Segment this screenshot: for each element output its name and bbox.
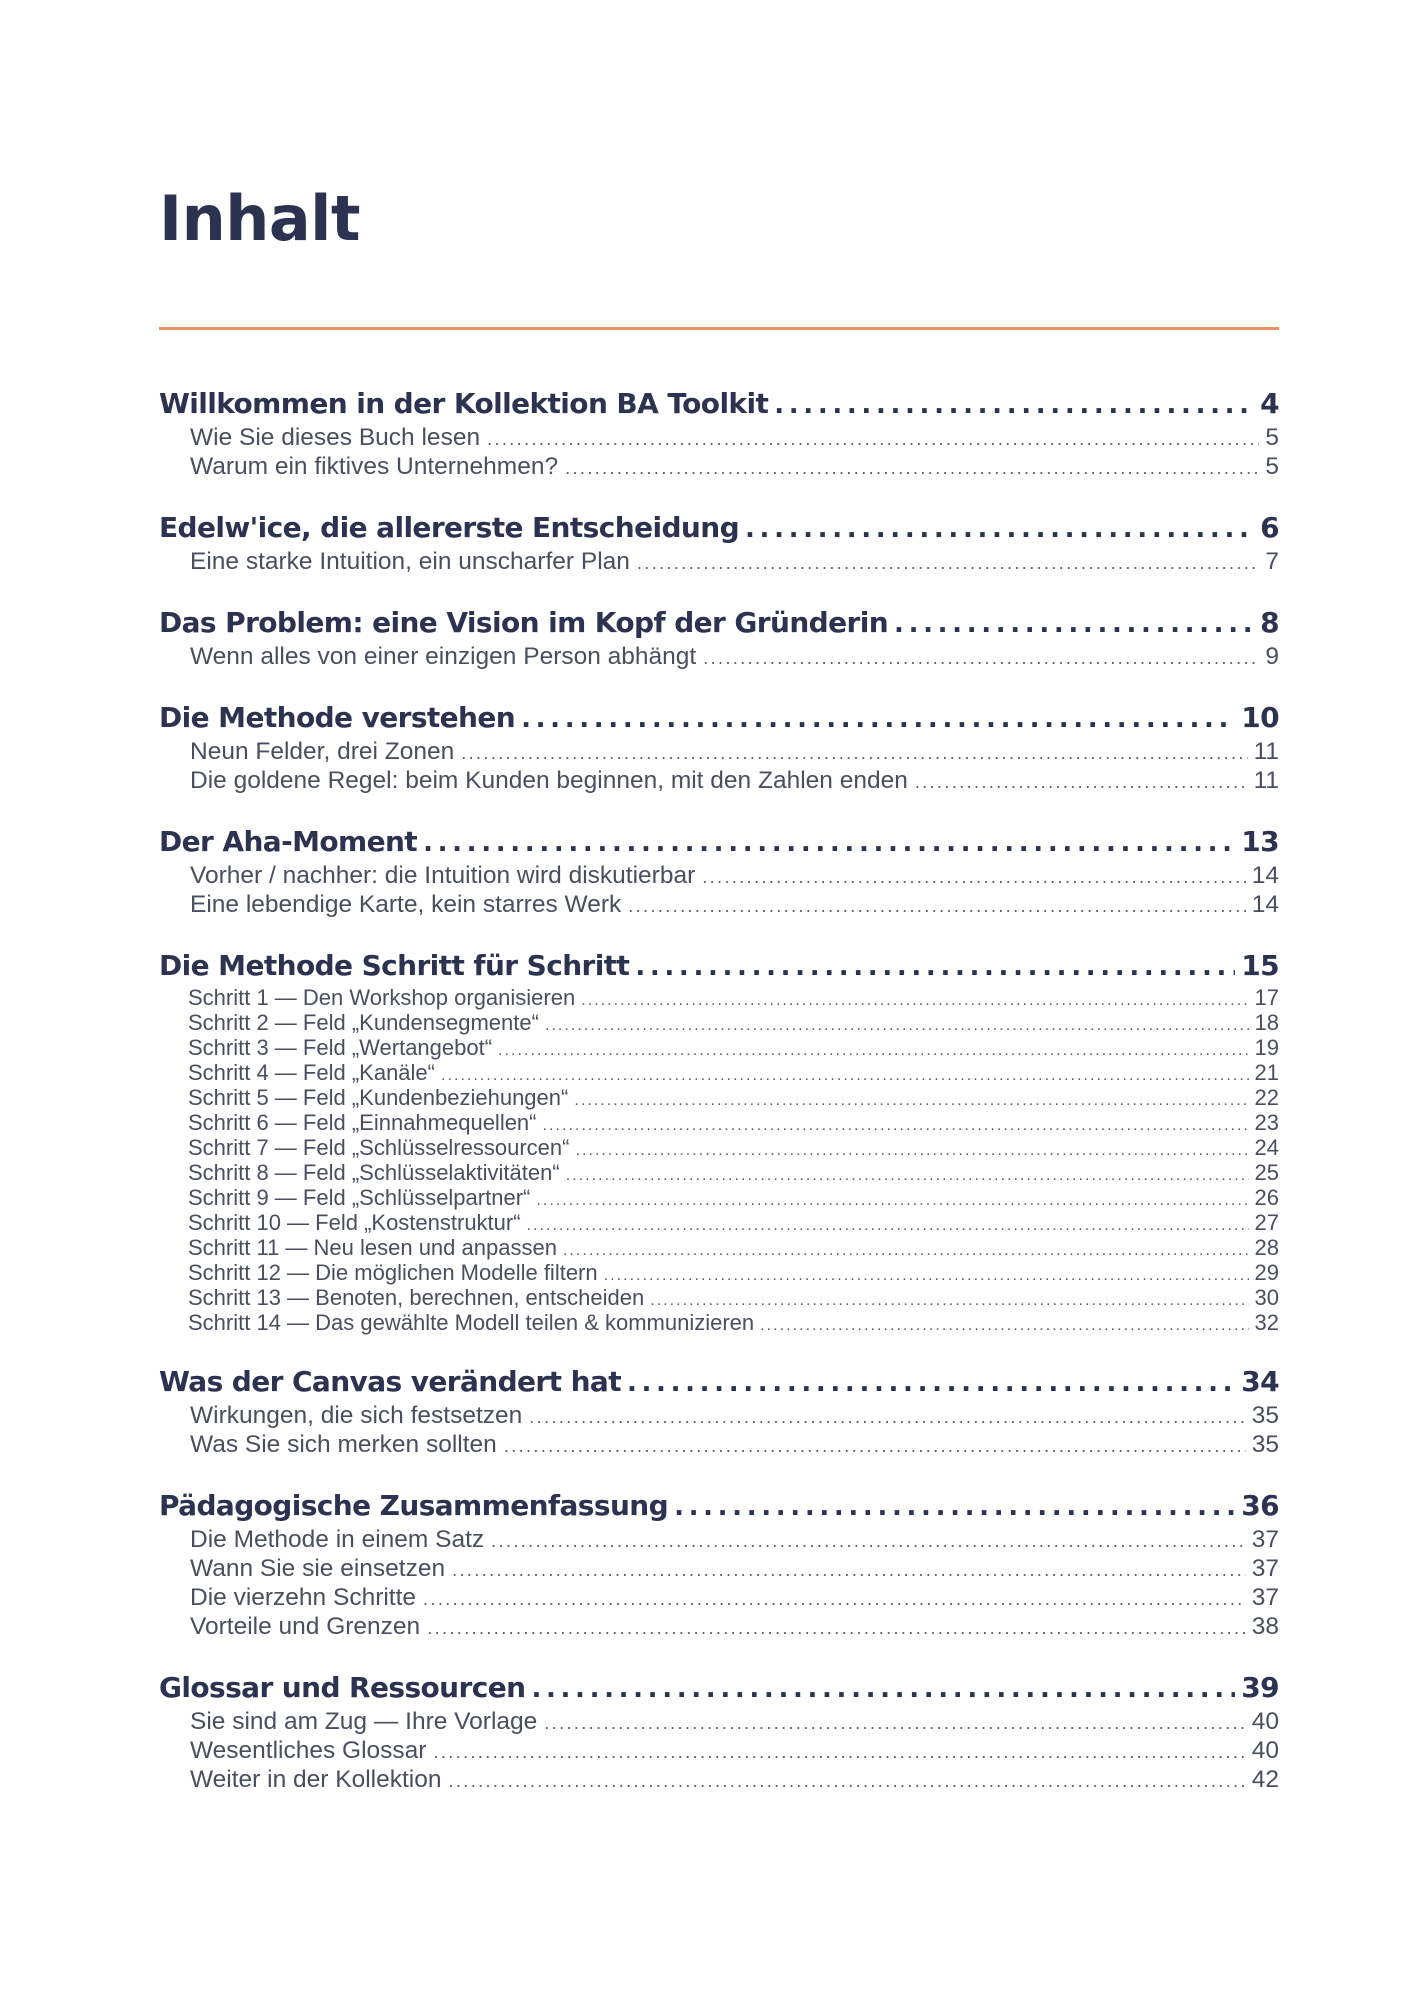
toc-subsection-entry[interactable] <box>159 1260 1279 1285</box>
toc-chapter-title: Die Methode verstehen <box>159 701 516 734</box>
toc-chapter-title: Pädagogische Zusammenfassung <box>159 1489 669 1522</box>
toc-subsection-title: Schritt 8 — Feld „Schlüsselaktivitäten“ <box>188 1160 560 1185</box>
toc-subsection-title: Schritt 13 — Benoten, berechnen, entscheiden <box>188 1285 645 1310</box>
dot-leader <box>427 1614 1246 1643</box>
toc-subsection-title: Weiter in der Kollektion <box>190 1766 442 1793</box>
toc-subsection-title: Was Sie sich merken sollten <box>190 1431 497 1458</box>
toc-subsection-title: Eine starke Intuition, ein unscharfer Plan <box>190 548 630 575</box>
toc-subsection-entry[interactable] <box>159 1310 1279 1335</box>
toc-chapter-entry[interactable] <box>159 604 1279 642</box>
toc-subsection-title: Die Methode in einem Satz <box>190 1526 485 1553</box>
toc-subsection-page-number: 14 <box>1251 862 1279 889</box>
toc-chapter-title: Glossar und Ressourcen <box>159 1671 526 1704</box>
toc-subsection-page-number: 22 <box>1254 1085 1279 1110</box>
toc-chapter-title: Der Aha-Moment <box>159 825 418 858</box>
toc-section <box>159 1669 1279 1794</box>
toc-subsection-page-number: 23 <box>1254 1110 1279 1135</box>
toc-chapter-title: Was der Canvas verändert hat <box>159 1365 621 1398</box>
toc-subsection-entry[interactable] <box>159 1185 1279 1210</box>
dot-leader <box>628 892 1245 921</box>
toc-subsection-title: Schritt 11 — Neu lesen und anpassen <box>188 1235 557 1260</box>
toc-subsection-page-number: 14 <box>1251 891 1279 918</box>
dot-leader <box>452 1556 1246 1585</box>
toc-subsection-page-number: 19 <box>1254 1035 1279 1060</box>
toc-subsection-title: Warum ein fiktives Unternehmen? <box>190 453 559 480</box>
toc-subsection-entry[interactable] <box>159 642 1279 671</box>
dot-leader <box>536 1188 1248 1213</box>
dot-leader <box>461 739 1247 768</box>
toc-subsection-title: Schritt 2 — Feld „Kundensegmente“ <box>188 1010 539 1035</box>
toc-subsection-entry[interactable] <box>159 1401 1279 1430</box>
toc-chapter-entry[interactable] <box>159 385 1279 423</box>
toc-chapter-page-number: 8 <box>1260 606 1279 639</box>
toc-subsection-title: Wann Sie sie einsetzen <box>190 1555 446 1582</box>
toc-subsection-page-number: 28 <box>1254 1235 1279 1260</box>
toc-subsection-title: Schritt 6 — Feld „Einnahmequellen“ <box>188 1110 537 1135</box>
toc-chapter-page-number: 10 <box>1241 701 1279 734</box>
toc-chapter-title: Edelw'ice, die allererste Entscheidung <box>159 511 740 544</box>
toc-subsection-entry[interactable] <box>159 1583 1279 1612</box>
toc-subsection-entry[interactable] <box>159 1430 1279 1459</box>
dot-leader <box>433 1738 1245 1767</box>
toc-chapter-page-number: 34 <box>1241 1365 1279 1398</box>
toc-subsection-title: Schritt 10 — Feld „Kostenstruktur“ <box>188 1210 521 1235</box>
dot-leader <box>703 644 1259 673</box>
toc-subsection-page-number: 7 <box>1265 548 1279 575</box>
toc-subsection-page-number: 17 <box>1254 985 1279 1010</box>
dot-leader <box>702 863 1245 892</box>
dot-leader <box>498 1038 1248 1063</box>
dot-leader <box>487 425 1259 454</box>
toc-subsection-title: Schritt 3 — Feld „Wertangebot“ <box>188 1035 493 1060</box>
toc-subsection-entry[interactable] <box>159 890 1279 919</box>
toc-subsection-entry[interactable] <box>159 547 1279 576</box>
toc-subsection-title: Vorteile und Grenzen <box>190 1613 421 1640</box>
toc-subsection-entry[interactable] <box>159 1060 1279 1085</box>
toc-subsection-entry[interactable] <box>159 1736 1279 1765</box>
toc-subsection-title: Schritt 7 — Feld „Schlüsselressourcen“ <box>188 1135 570 1160</box>
toc-chapter-page-number: 36 <box>1241 1489 1279 1522</box>
dot-leader <box>545 1013 1249 1038</box>
toc-subsection-title: Die vierzehn Schritte <box>190 1584 417 1611</box>
toc-chapter-entry[interactable] <box>159 1669 1279 1707</box>
toc-chapter-entry[interactable] <box>159 509 1279 547</box>
toc-subsection-entry[interactable] <box>159 1612 1279 1641</box>
toc-subsection-entry[interactable] <box>159 1135 1279 1160</box>
toc-subsection-title: Wie Sie dieses Buch lesen <box>190 424 481 451</box>
title-divider <box>159 327 1279 330</box>
toc-chapter-page-number: 39 <box>1241 1671 1279 1704</box>
toc-section <box>159 699 1279 795</box>
toc-chapter-title: Die Methode Schritt für Schritt <box>159 949 630 982</box>
toc-subsection-title: Wenn alles von einer einzigen Person abhängt <box>190 643 697 670</box>
dot-leader <box>566 1163 1249 1188</box>
toc-subsection-entry[interactable] <box>159 1210 1279 1235</box>
dot-leader <box>448 1767 1245 1796</box>
toc-subsection-entry[interactable] <box>159 1707 1279 1736</box>
toc-subsection-page-number: 37 <box>1251 1555 1279 1582</box>
dot-leader <box>491 1527 1246 1556</box>
dot-leader <box>627 1364 1235 1402</box>
toc-chapter-entry[interactable] <box>159 1487 1279 1525</box>
toc-subsection-entry[interactable] <box>159 1554 1279 1583</box>
toc-subsection-page-number: 37 <box>1251 1526 1279 1553</box>
toc-subsection-entry[interactable] <box>159 1010 1279 1035</box>
dot-leader <box>637 549 1259 578</box>
toc-subsection-entry[interactable] <box>159 1765 1279 1794</box>
toc-subsection-page-number: 21 <box>1254 1060 1279 1085</box>
dot-leader <box>915 768 1248 797</box>
toc-subsection-page-number: 29 <box>1254 1260 1279 1285</box>
dot-leader <box>504 1432 1246 1461</box>
toc-chapter-page-number: 4 <box>1260 387 1279 420</box>
toc-subsection-entry[interactable] <box>159 737 1279 766</box>
toc-section <box>159 1363 1279 1459</box>
toc-subsection-entry[interactable] <box>159 1085 1279 1110</box>
toc-section <box>159 604 1279 671</box>
dot-leader <box>575 1138 1248 1163</box>
toc-subsection-page-number: 35 <box>1251 1402 1279 1429</box>
toc-section <box>159 509 1279 576</box>
toc-subsection-title: Neun Felder, drei Zonen <box>190 738 455 765</box>
toc-chapter-page-number: 6 <box>1260 511 1279 544</box>
toc-subsection-page-number: 5 <box>1265 424 1279 451</box>
toc-section <box>159 1487 1279 1641</box>
toc-subsection-title: Die goldene Regel: beim Kunden beginnen, mit den Zahlen enden <box>190 767 908 794</box>
toc-subsection-entry[interactable] <box>159 861 1279 890</box>
dot-leader <box>774 386 1254 424</box>
toc-subsection-page-number: 32 <box>1254 1310 1279 1335</box>
dot-leader <box>574 1088 1248 1113</box>
toc-subsection-entry[interactable] <box>159 452 1279 481</box>
toc-subsection-page-number: 42 <box>1251 1766 1279 1793</box>
dot-leader <box>423 824 1235 862</box>
dot-leader <box>604 1263 1249 1288</box>
toc-subsection-title: Vorher / nachher: die Intuition wird diskutierbar <box>190 862 696 889</box>
dot-leader <box>563 1238 1249 1263</box>
toc-subsection-entry[interactable] <box>159 985 1279 1010</box>
dot-leader <box>543 1113 1249 1138</box>
toc-subsection-page-number: 5 <box>1265 453 1279 480</box>
dot-leader <box>521 700 1235 738</box>
toc-chapter-entry[interactable] <box>159 699 1279 737</box>
toc-subsection-page-number: 37 <box>1251 1584 1279 1611</box>
toc-subsection-page-number: 25 <box>1254 1160 1279 1185</box>
toc-subsection-title: Schritt 1 — Den Workshop organisieren <box>188 985 576 1010</box>
dot-leader <box>527 1213 1249 1238</box>
dot-leader <box>529 1403 1245 1432</box>
dot-leader <box>635 948 1235 986</box>
toc-chapter-entry[interactable] <box>159 947 1279 985</box>
toc-chapter-page-number: 15 <box>1241 949 1279 982</box>
toc-section <box>159 947 1279 1335</box>
toc-subsection-entry[interactable] <box>159 766 1279 795</box>
page-title: Inhalt <box>159 182 361 255</box>
toc-chapter-title: Das Problem: eine Vision im Kopf der Gründerin <box>159 606 889 639</box>
toc-subsection-page-number: 35 <box>1251 1431 1279 1458</box>
toc-subsection-title: Schritt 12 — Die möglichen Modelle filtern <box>188 1260 598 1285</box>
toc-subsection-title: Eine lebendige Karte, kein starres Werk <box>190 891 622 918</box>
dot-leader <box>581 988 1248 1013</box>
toc-subsection-page-number: 11 <box>1253 767 1279 794</box>
toc-subsection-page-number: 40 <box>1251 1708 1279 1735</box>
dot-leader <box>544 1709 1245 1738</box>
dot-leader <box>745 510 1254 548</box>
toc-subsection-title: Schritt 14 — Das gewählte Modell teilen & kommunizieren <box>188 1310 755 1335</box>
toc-subsection-page-number: 40 <box>1251 1737 1279 1764</box>
toc-chapter-page-number: 13 <box>1241 825 1279 858</box>
toc-subsection-entry[interactable] <box>159 1110 1279 1135</box>
toc-subsection-page-number: 24 <box>1254 1135 1279 1160</box>
toc-subsection-entry[interactable] <box>159 1235 1279 1260</box>
toc-subsection-page-number: 9 <box>1265 643 1279 670</box>
table-of-contents <box>159 385 1279 1822</box>
toc-subsection-title: Schritt 5 — Feld „Kundenbeziehungen“ <box>188 1085 569 1110</box>
toc-subsection-title: Wirkungen, die sich festsetzen <box>190 1402 523 1429</box>
dot-leader <box>423 1585 1246 1614</box>
toc-subsection-page-number: 26 <box>1254 1185 1279 1210</box>
toc-subsection-title: Wesentliches Glossar <box>190 1737 427 1764</box>
toc-subsection-entry[interactable] <box>159 423 1279 452</box>
toc-subsection-title: Schritt 9 — Feld „Schlüsselpartner“ <box>188 1185 531 1210</box>
toc-subsection-title: Schritt 4 — Feld „Kanäle“ <box>188 1060 435 1085</box>
toc-subsection-page-number: 18 <box>1254 1010 1279 1035</box>
dot-leader <box>565 454 1259 483</box>
toc-subsection-entry[interactable] <box>159 1160 1279 1185</box>
toc-subsection-page-number: 38 <box>1251 1613 1279 1640</box>
toc-chapter-entry[interactable] <box>159 1363 1279 1401</box>
dot-leader <box>674 1488 1235 1526</box>
toc-chapter-title: Willkommen in der Kollektion BA Toolkit <box>159 387 769 420</box>
toc-chapter-entry[interactable] <box>159 823 1279 861</box>
toc-subsection-entry[interactable] <box>159 1285 1279 1310</box>
toc-subsection-page-number: 27 <box>1254 1210 1279 1235</box>
toc-subsection-entry[interactable] <box>159 1035 1279 1060</box>
toc-subsection-entry[interactable] <box>159 1525 1279 1554</box>
dot-leader <box>894 605 1254 643</box>
toc-subsection-page-number: 11 <box>1253 738 1279 765</box>
dot-leader <box>760 1313 1248 1338</box>
toc-section <box>159 823 1279 919</box>
dot-leader <box>531 1670 1235 1708</box>
toc-subsection-page-number: 30 <box>1254 1285 1279 1310</box>
toc-subsection-title: Sie sind am Zug — Ihre Vorlage <box>190 1708 538 1735</box>
toc-section <box>159 385 1279 481</box>
